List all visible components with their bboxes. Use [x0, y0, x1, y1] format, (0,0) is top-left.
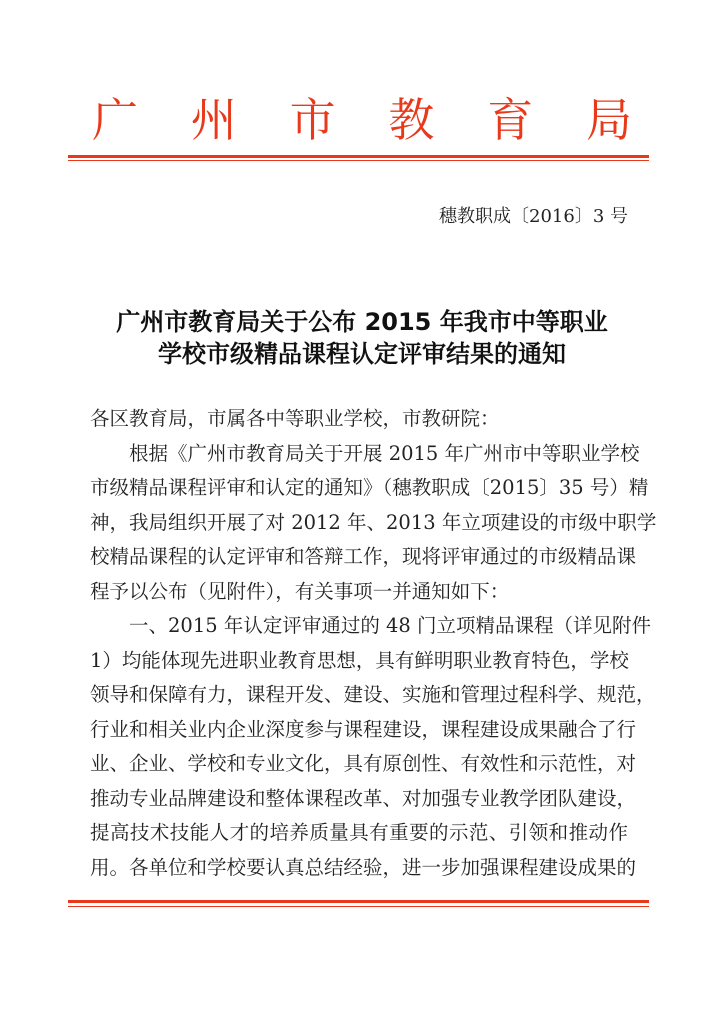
letterhead-char: 广 — [92, 93, 138, 147]
body-line: 一、2015 年认定评审通过的 48 门立项精品课程（详见附件 — [129, 614, 652, 637]
letterhead-divider-thick — [68, 155, 649, 158]
letterhead-char: 市 — [289, 93, 336, 147]
document-number: 穗教职成〔2016〕3 号 — [439, 206, 628, 227]
document-title-line-1: 广州市教育局关于公布 2015 年我市中等职业 — [116, 308, 608, 336]
body-line: 用。各单位和学校要认真总结经验，进一步加强课程建设成果的 — [90, 855, 637, 879]
letterhead-divider-thin — [68, 160, 649, 161]
body-line: 推动专业品牌建设和整体课程改革、对加强专业教学团队建设， — [90, 786, 637, 810]
body-line: 市级精品课程评审和认定的通知》（穗教职成〔2015〕35 号）精 — [90, 476, 649, 499]
body-line: 1）均能体现先进职业教育思想，具有鲜明职业教育特色，学校 — [90, 648, 629, 672]
letterhead-char: 局 — [585, 93, 632, 147]
footer-divider-thin — [68, 906, 649, 907]
body-line: 行业和相关业内企业深度参与课程建设，课程建设成果融合了行 — [90, 717, 637, 741]
body-line: 业、企业、学校和专业文化，具有原创性、有效性和示范性，对 — [90, 752, 637, 775]
body-line: 校精品课程的认定评审和答辩工作，现将评审通过的市级精品课 — [90, 545, 637, 568]
body-line: 神，我局组织开展了对 2012 年、2013 年立项建设的市级中职学 — [90, 510, 657, 534]
body-line: 领导和保障有力，课程开发、建设、实施和管理过程科学、规范， — [90, 683, 656, 706]
body-line: 程予以公布（见附件），有关事项一并通知如下： — [90, 579, 510, 603]
document-body — [90, 402, 657, 885]
footer-divider-thick — [68, 900, 649, 903]
body-line: 根据《广州市教育局关于开展 2015 年广州市中等职业学校 — [129, 441, 640, 465]
letterhead-char: 育 — [487, 93, 534, 147]
document-title-line-2: 学校市级精品课程认定评审结果的通知 — [158, 340, 566, 368]
letterhead-char: 教 — [388, 93, 435, 147]
letterhead-char: 州 — [190, 93, 237, 147]
letterhead-title — [92, 92, 632, 148]
salutation: 各区教育局，市属各中等职业学校，市教研院： — [90, 407, 500, 430]
body-line: 提高技术技能人才的培养质量具有重要的示范、引领和推动作 — [90, 821, 628, 844]
